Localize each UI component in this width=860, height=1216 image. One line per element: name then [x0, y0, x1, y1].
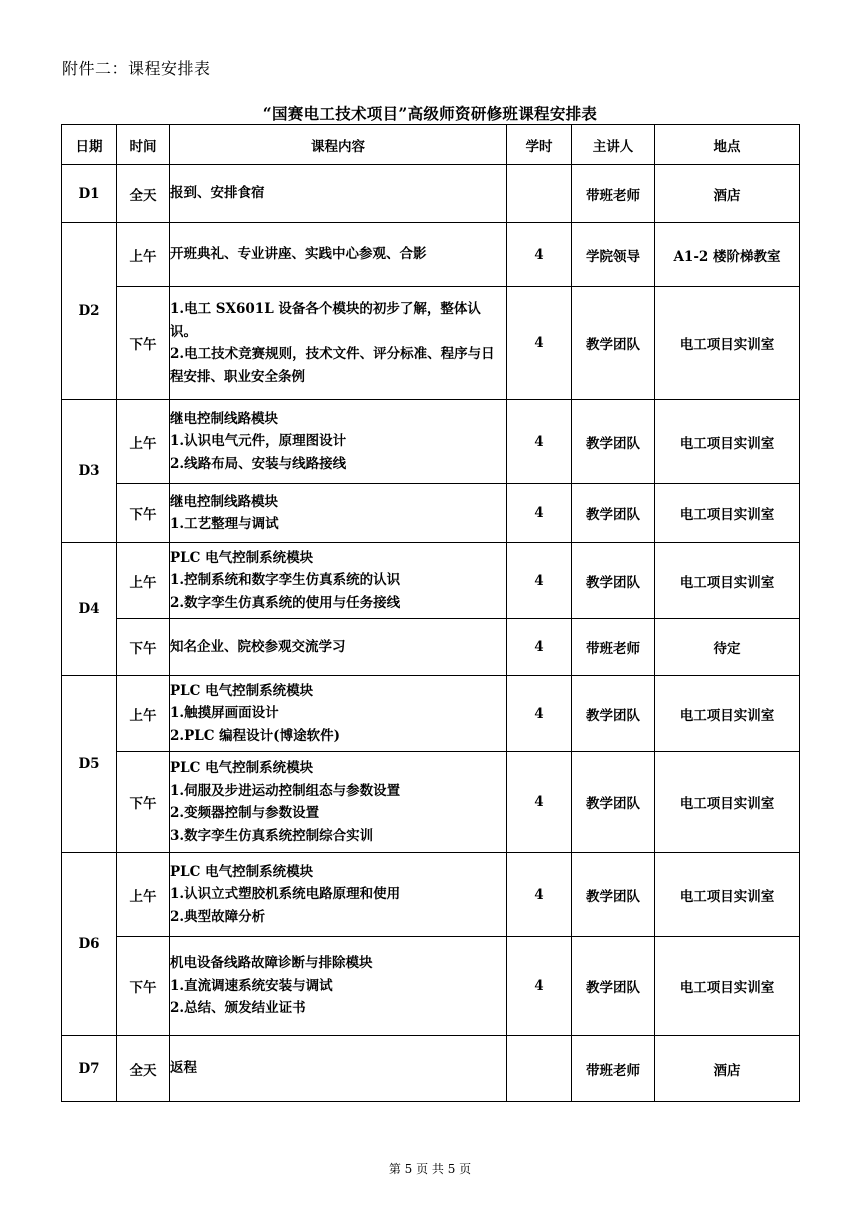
content-line: 2.线路布局、安装与线路接线: [170, 455, 347, 472]
location-cell: 电工项目实训室: [655, 853, 800, 937]
time-cell: 上午: [117, 223, 170, 287]
time-cell: 下午: [117, 937, 170, 1036]
content-line: 报到、安排食宿: [170, 185, 265, 202]
content-line: 2.变频器控制与参数设置: [170, 805, 320, 821]
hours-cell: 4: [507, 619, 572, 676]
content-line: 1.认识立式塑胶机系统电路原理和使用: [170, 886, 401, 903]
hours-cell: 4: [507, 543, 572, 619]
location-cell: 电工项目实训室: [655, 484, 800, 543]
location-cell: 电工项目实训室: [655, 676, 800, 752]
content-cell: [170, 853, 507, 937]
content-line: 1.认识电气元件，原理图设计: [170, 433, 347, 450]
location-cell: 电工项目实训室: [655, 287, 800, 400]
lecturer-cell: 教学团队: [572, 287, 655, 400]
location-cell: 电工项目实训室: [655, 752, 800, 853]
table-row: [62, 400, 800, 484]
hours-cell: 4: [507, 287, 572, 400]
table-row: [62, 853, 800, 937]
table-row: [62, 223, 800, 287]
time-cell: 上午: [117, 676, 170, 752]
hours-cell: 4: [507, 937, 572, 1036]
content-line: 继电控制线路模块: [170, 493, 278, 510]
content-line: 1.触摸屏画面设计: [170, 705, 279, 722]
time-cell: 下午: [117, 619, 170, 676]
hours-cell: 4: [507, 223, 572, 287]
location-cell: 电工项目实训室: [655, 400, 800, 484]
location-cell: A1-2 楼阶梯教室: [655, 223, 800, 287]
location-cell: 酒店: [655, 1036, 800, 1102]
time-cell: 全天: [117, 1036, 170, 1102]
course-schedule-table: [61, 124, 800, 1102]
column-header-location: 地点: [655, 125, 800, 165]
content-line: PLC 电气控制系统模块: [170, 549, 314, 566]
day-cell: D3: [62, 400, 117, 543]
hours-cell: 4: [507, 484, 572, 543]
lecturer-cell: 教学团队: [572, 543, 655, 619]
content-cell: [170, 752, 507, 853]
content-line: 3.数字孪生仿真系统控制综合实训: [170, 827, 374, 844]
location-cell: 电工项目实训室: [655, 543, 800, 619]
content-cell: [170, 676, 507, 752]
day-cell: D1: [62, 165, 117, 223]
table-row: [62, 543, 800, 619]
column-header-time: 时间: [117, 125, 170, 165]
hours-cell: 4: [507, 853, 572, 937]
time-cell: 上午: [117, 853, 170, 937]
content-line: 1.伺服及步进运动控制组态与参数设置: [170, 782, 401, 799]
day-cell: D4: [62, 543, 117, 676]
day-cell: D7: [62, 1036, 117, 1102]
table-row: [62, 165, 800, 223]
location-cell: 待定: [655, 619, 800, 676]
document-title: “国赛电工技术项目”高级师资研修班课程安排表: [262, 104, 598, 123]
lecturer-cell: 带班老师: [572, 165, 655, 223]
table-row: [62, 752, 800, 853]
table-row: [62, 676, 800, 752]
content-line: 1.直流调速系统安装与调试: [170, 977, 333, 994]
content-cell: [170, 484, 507, 543]
lecturer-cell: 带班老师: [572, 1036, 655, 1102]
content-cell: [170, 287, 507, 400]
lecturer-cell: 教学团队: [572, 484, 655, 543]
content-line: 继电控制线路模块: [170, 410, 278, 427]
content-line: PLC 电气控制系统模块: [170, 760, 314, 776]
content-line: 2.数字孪生仿真系统的使用与任务接线: [170, 594, 401, 611]
content-cell: [170, 1036, 507, 1102]
content-line: PLC 电气控制系统模块: [170, 863, 314, 880]
day-cell: D6: [62, 853, 117, 1036]
time-cell: 下午: [117, 484, 170, 543]
lecturer-cell: 教学团队: [572, 400, 655, 484]
schedule-body: [62, 165, 800, 1102]
time-cell: 上午: [117, 543, 170, 619]
content-cell: [170, 543, 507, 619]
content-line: 2.典型故障分析: [170, 908, 266, 925]
day-cell: D5: [62, 676, 117, 853]
content-cell: [170, 937, 507, 1036]
table-row: [62, 484, 800, 543]
lecturer-cell: 教学团队: [572, 937, 655, 1036]
column-header-date: 日期: [62, 125, 117, 165]
attachment-label: 附件二：课程安排表: [62, 59, 211, 78]
content-cell: [170, 223, 507, 287]
lecturer-cell: 教学团队: [572, 676, 655, 752]
column-header-content: 课程内容: [170, 125, 507, 165]
content-line: 返程: [170, 1060, 197, 1077]
table-row: [62, 287, 800, 400]
location-cell: 电工项目实训室: [655, 937, 800, 1036]
content-cell: [170, 165, 507, 223]
table-header-row: [62, 125, 800, 165]
day-cell: D2: [62, 223, 117, 400]
content-line: 1.电工 SX601L 设备各个模块的初步了解，整体认识。: [170, 301, 481, 340]
content-line: 2.PLC 编程设计(博途软件): [170, 727, 340, 744]
lecturer-cell: 带班老师: [572, 619, 655, 676]
lecturer-cell: 教学团队: [572, 853, 655, 937]
column-header-lecturer: 主讲人: [572, 125, 655, 165]
content-line: 机电设备线路故障诊断与排除模块: [170, 955, 373, 972]
hours-cell: 4: [507, 752, 572, 853]
table-row: [62, 1036, 800, 1102]
time-cell: 上午: [117, 400, 170, 484]
content-cell: [170, 400, 507, 484]
time-cell: 下午: [117, 287, 170, 400]
content-line: 1.工艺整理与调试: [170, 516, 279, 532]
content-line: 1.控制系统和数字孪生仿真系统的认识: [170, 572, 401, 589]
hours-cell: 4: [507, 676, 572, 752]
hours-cell: [507, 165, 572, 223]
content-cell: [170, 619, 507, 676]
lecturer-cell: 教学团队: [572, 752, 655, 853]
table-row: [62, 619, 800, 676]
lecturer-cell: 学院领导: [572, 223, 655, 287]
column-header-hours: 学时: [507, 125, 572, 165]
hours-cell: 4: [507, 400, 572, 484]
content-line: 2.总结、颁发结业证书: [170, 1000, 306, 1017]
content-line: 2.电工技术竞赛规则，技术文件、评分标准、程序与日程安排、职业安全条例: [170, 346, 495, 385]
time-cell: 下午: [117, 752, 170, 853]
content-line: 开班典礼、专业讲座、实践中心参观、合影: [170, 246, 427, 263]
content-line: PLC 电气控制系统模块: [170, 682, 314, 699]
time-cell: 全天: [117, 165, 170, 223]
hours-cell: [507, 1036, 572, 1102]
page-footer: 第 5 页 共 5 页: [388, 1162, 472, 1176]
location-cell: 酒店: [655, 165, 800, 223]
content-line: 知名企业、院校参观交流学习: [170, 638, 346, 655]
table-row: [62, 937, 800, 1036]
